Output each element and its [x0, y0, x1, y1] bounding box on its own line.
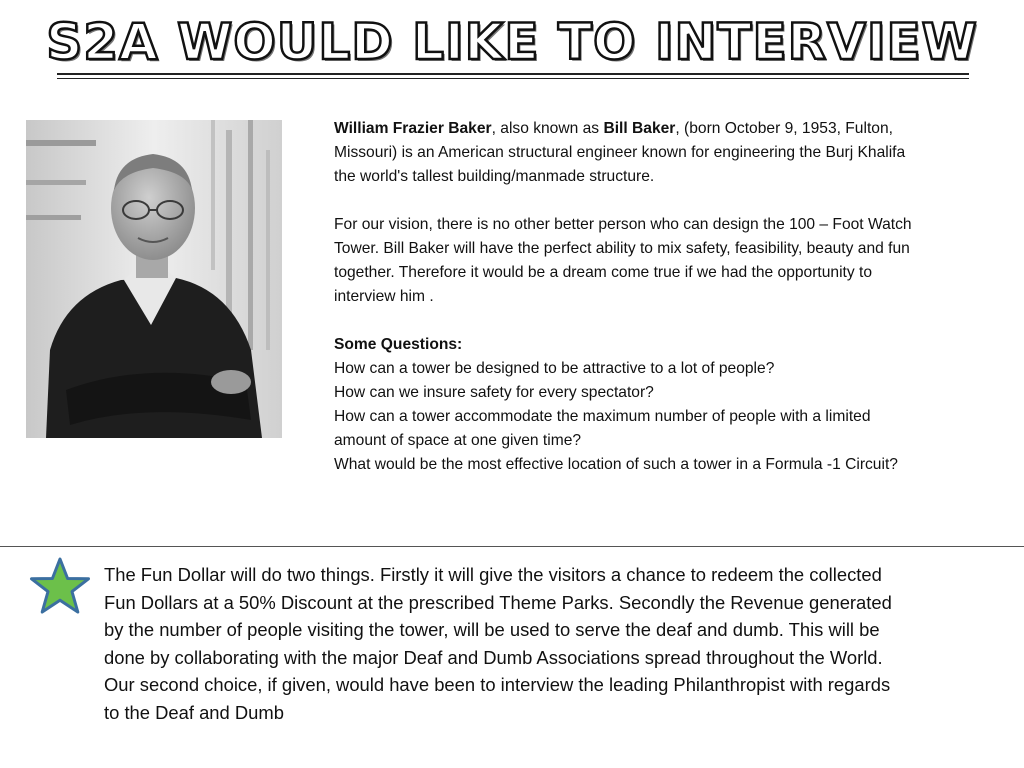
bio-text-block	[334, 117, 914, 477]
fun-dollar-paragraph: The Fun Dollar will do two things. Firstly it will give the visitors a chance to redeem the collected Fun Dollars at a 50% Discount at the prescribed Theme Parks. Secondly the Revenue generated by the number of people visiting the tower, will be used to serve the deaf and dumb. This will be done by collaborating with the major Deaf and Dumb Associations spread throughout the World. Our second choice, if given, would have been to interview the leading Philanthropist with regards to the Deaf and Dumb	[104, 564, 892, 723]
question-item: What would be the most effective location of such a tower in a Formula -1 Circuit?	[334, 456, 898, 473]
title-underline	[57, 73, 969, 75]
bio-vision: For our vision, there is no other better person who can design the 100 – Foot Watch Tower. Bill Baker will have the perfect ability to mix safety, feasibility, beauty and fun together. Therefore it would be a dream come true if we had the opportunity to interview him .	[334, 216, 912, 305]
bio-nickname: Bill Baker	[603, 120, 676, 137]
title-underline-thin	[57, 78, 969, 79]
bio-aka: , also known as	[491, 120, 604, 137]
questions-heading: Some Questions:	[334, 336, 463, 353]
star-bullet-icon	[29, 556, 91, 618]
question-item: How can a tower be designed to be attractive to a lot of people?	[334, 360, 775, 377]
slide-title: S2A WOULD LIKE TO INTERVIEW	[46, 13, 978, 71]
person-photo-icon	[26, 120, 282, 438]
bio-name: William Frazier Baker	[334, 120, 492, 137]
bio-intro-rest: , (born October 9, 1953, Fulton, Missouri) is an American structural engineer known for engineering the Burj Khalifa the world's tallest building/manmade structure.	[334, 120, 906, 185]
question-item: How can we insure safety for every spectator?	[334, 384, 654, 401]
portrait-photo	[26, 120, 282, 438]
question-item: How can a tower accommodate the maximum number of people with a limited amount of space at one given time?	[334, 408, 871, 449]
section-divider	[0, 546, 1024, 547]
bio-intro	[334, 117, 914, 189]
